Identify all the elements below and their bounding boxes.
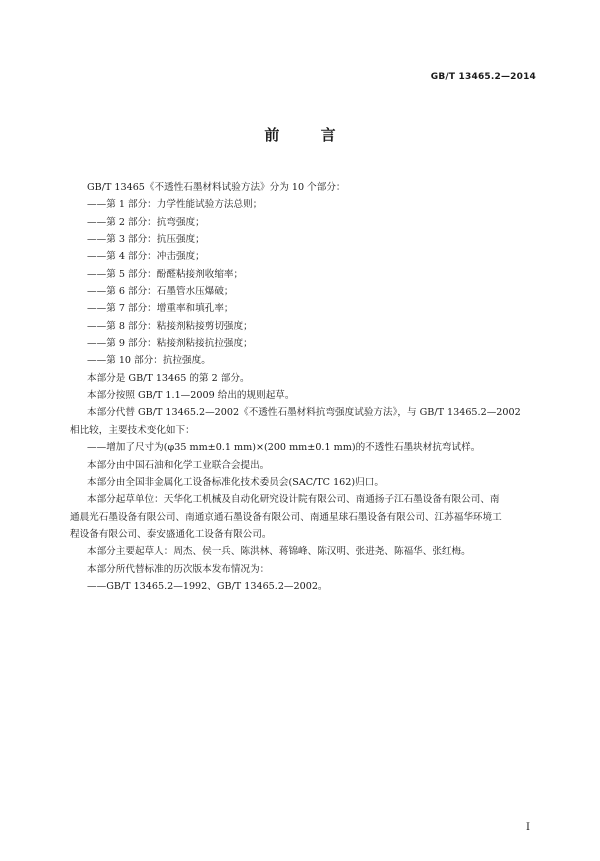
paragraph: 本部分按照 GB/T 1.1—2009 给出的规则起草。 bbox=[87, 390, 295, 402]
paragraph: 本部分代替 GB/T 13465.2—2002《不透性石墨材料抗弯强度试验方法》，与 GB/T 13465.2—2002 bbox=[87, 407, 521, 419]
list-item: ——第 10 部分：抗拉强度。 bbox=[87, 355, 211, 367]
foreword-body bbox=[70, 179, 534, 595]
page-title: 前 言 bbox=[264, 126, 354, 144]
list-item: ——增加了尺寸为(φ35 mm±0.1 mm)×(200 mm±0.1 mm)的不透性石墨块材抗弯试样。 bbox=[87, 442, 481, 454]
standard-code: GB/T 13465.2—2014 bbox=[430, 72, 536, 82]
paragraph-continuation: 相比较，主要技术变化如下： bbox=[70, 424, 195, 436]
paragraph: 本部分主要起草人：周杰、侯一兵、陈洪林、蒋锦峰、陈汉明、张进尧、陈福华、张红梅。 bbox=[87, 546, 471, 558]
list-item: ——第 2 部分：抗弯强度； bbox=[87, 216, 205, 228]
paragraph: GB/T 13465《不透性石墨材料试验方法》分为 10 个部分： bbox=[87, 182, 346, 193]
list-item: ——第 1 部分：力学性能试验方法总则； bbox=[87, 199, 263, 211]
paragraph: 本部分由全国非金属化工设备标准化技术委员会(SAC/TC 162)归口。 bbox=[87, 476, 384, 488]
paragraph: 本部分起草单位：天华化工机械及自动化研究设计院有限公司、南通扬子江石墨设备有限公司、南 bbox=[87, 494, 500, 506]
list-item: ——第 8 部分：粘接剂粘接剪切强度； bbox=[87, 320, 253, 332]
paragraph: 本部分所代替标准的历次版本发布情况为： bbox=[87, 563, 270, 575]
paragraph: 本部分由中国石油和化学工业联合会提出。 bbox=[87, 459, 270, 471]
list-item: ——GB/T 13465.2—1992、GB/T 13465.2—2002。 bbox=[87, 580, 328, 592]
paragraph-continuation: 程设备有限公司、泰安盛通化工设备有限公司。 bbox=[70, 528, 272, 540]
list-item: ——第 9 部分：粘接剂粘接抗拉强度； bbox=[87, 338, 253, 350]
page-number: I bbox=[526, 822, 530, 833]
list-item: ——第 7 部分：增重率和填孔率； bbox=[87, 303, 234, 315]
paragraph: 本部分是 GB/T 13465 的第 2 部分。 bbox=[87, 372, 250, 384]
list-item: ——第 5 部分：酚醛粘接剂收缩率； bbox=[87, 268, 244, 280]
list-item: ——第 6 部分：石墨管水压爆破； bbox=[87, 286, 234, 298]
paragraph-continuation: 通晨光石墨设备有限公司、南通京通石墨设备有限公司、南通星球石墨设备有限公司、江苏福华环境工 bbox=[70, 511, 502, 523]
list-item: ——第 4 部分：冲击强度； bbox=[87, 251, 205, 263]
list-item: ——第 3 部分：抗压强度； bbox=[87, 234, 205, 246]
